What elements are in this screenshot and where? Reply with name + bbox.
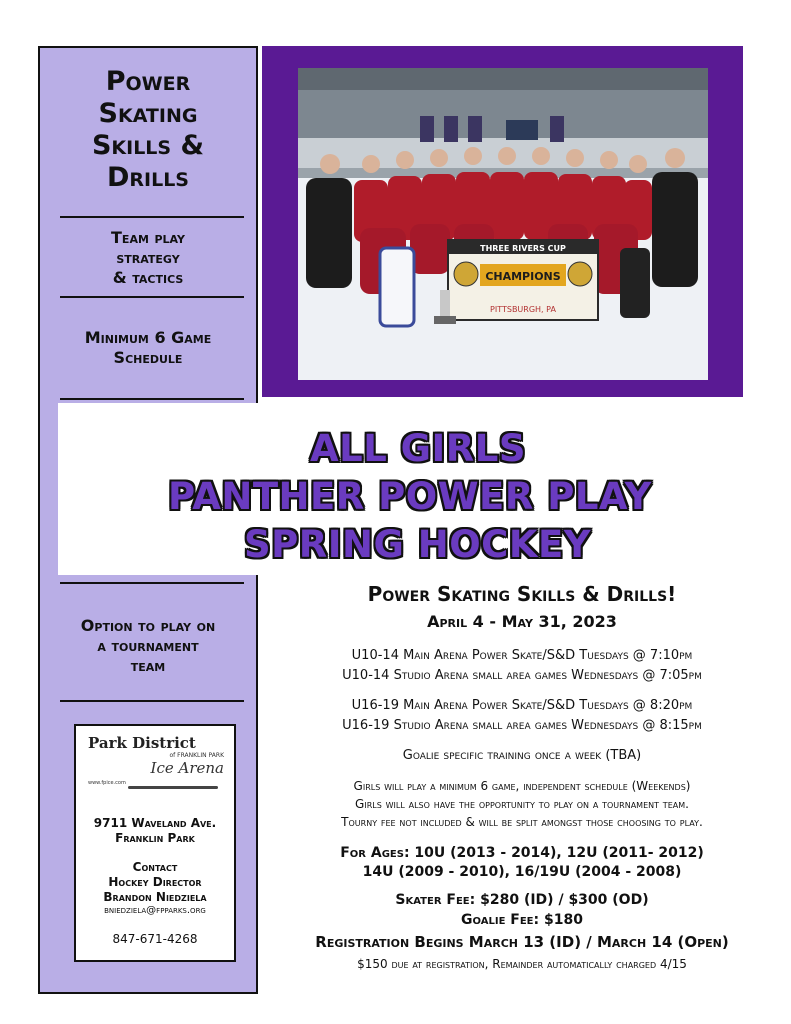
photo-frame bbox=[262, 46, 743, 397]
note-line: Girls will play a minimum 6 game, independent schedule (Weekends) bbox=[353, 779, 691, 793]
schedule-line: U16-19 Main Arena Power Skate/S&D Tuesdays @ 8:20pm bbox=[351, 698, 693, 713]
banner-top-text: THREE RIVERS CUP bbox=[480, 244, 566, 253]
sidebar-heading-line: Skating bbox=[98, 98, 198, 129]
divider bbox=[60, 216, 244, 218]
sidebar-heading-line: Skills & bbox=[91, 130, 205, 161]
contact-email[interactable]: bniedziela@fpparks.org bbox=[104, 905, 206, 916]
logo-subtitle: of FRANKLIN PARK bbox=[169, 752, 224, 759]
banner-bottom-text: PITTSBURGH, PA bbox=[490, 305, 556, 314]
ages-line: 14U (2009 - 2010), 16/19U (2004 - 2008) bbox=[362, 864, 682, 880]
sidebar-item-line: Option to play on bbox=[80, 616, 216, 635]
note-line: Girls will also have the opportunity to play on a tournament team. bbox=[355, 797, 689, 811]
registration-dates: Registration Begins March 13 (ID) / March 14 (Open) bbox=[315, 933, 729, 951]
title-line-3: SPRING HOCKEY bbox=[244, 523, 592, 566]
contact-role: Hockey Director bbox=[108, 875, 202, 889]
sidebar-item-line: a tournament bbox=[97, 636, 199, 655]
title-line-2: PANTHER POWER PLAY bbox=[168, 475, 652, 518]
program-heading: Power Skating Skills & Drills! bbox=[367, 582, 677, 606]
sidebar-item-line: & tactics bbox=[112, 268, 184, 287]
address-line: 9711 Waveland Ave. bbox=[93, 816, 217, 830]
sidebar-item-line: Schedule bbox=[113, 348, 183, 367]
sidebar-item-line: Team play bbox=[111, 228, 185, 247]
park-district-logo bbox=[88, 734, 224, 794]
title-line-1: ALL GIRLS bbox=[310, 427, 527, 470]
sidebar-item-line: Minimum 6 Game bbox=[84, 328, 212, 347]
divider bbox=[60, 582, 244, 584]
sidebar-heading bbox=[40, 66, 256, 194]
sidebar-item-minimum-games bbox=[40, 328, 256, 368]
schedule-line: U10-14 Main Arena Power Skate/S&D Tuesdays @ 7:10pm bbox=[351, 648, 693, 663]
contact-label: Contact bbox=[132, 860, 178, 874]
contact-phone: 847-671-4268 bbox=[112, 932, 198, 946]
payment-note: $150 due at registration, Remainder automatically charged 4/15 bbox=[357, 957, 687, 971]
logo-title: Park District bbox=[88, 734, 196, 752]
goalie-fee: Goalie Fee: $180 bbox=[461, 912, 583, 928]
logo-arena: Ice Arena bbox=[150, 759, 224, 777]
sidebar-item-line: team bbox=[130, 656, 166, 675]
schedule-line: U16-19 Studio Arena small area games Wednesdays @ 8:15pm bbox=[342, 718, 702, 733]
note-line: Tourny fee not included & will be split amongst those choosing to play. bbox=[341, 815, 703, 829]
program-dates: April 4 - May 31, 2023 bbox=[427, 612, 617, 631]
schedule-line: U10-14 Studio Arena small area games Wednesdays @ 7:05pm bbox=[342, 668, 702, 683]
goalie-training: Goalie specific training once a week (TBA) bbox=[402, 748, 642, 763]
sidebar-item-tournament bbox=[40, 616, 256, 676]
address-line: Franklin Park bbox=[115, 831, 195, 845]
sidebar-heading-line: Drills bbox=[106, 162, 189, 193]
logo-url: www.fpice.com bbox=[88, 780, 126, 786]
logo-swoosh bbox=[128, 786, 218, 789]
sidebar-heading-line: Power bbox=[105, 66, 191, 97]
divider bbox=[60, 700, 244, 702]
team-photo bbox=[298, 68, 708, 380]
title-banner bbox=[58, 403, 652, 575]
sidebar-item-team-play bbox=[40, 228, 256, 288]
sidebar-item-line: strategy bbox=[116, 248, 180, 267]
ages-line: For Ages: 10U (2013 - 2014), 12U (2011- 2012) bbox=[340, 845, 704, 861]
skater-fee: Skater Fee: $280 (ID) / $300 (OD) bbox=[395, 892, 649, 908]
team-photo-illustration bbox=[298, 68, 708, 380]
divider bbox=[60, 398, 244, 400]
divider bbox=[60, 296, 244, 298]
banner-main-text: CHAMPIONS bbox=[485, 270, 561, 283]
contact-name: Brandon Niedziela bbox=[103, 890, 207, 904]
contact-box bbox=[74, 724, 236, 962]
